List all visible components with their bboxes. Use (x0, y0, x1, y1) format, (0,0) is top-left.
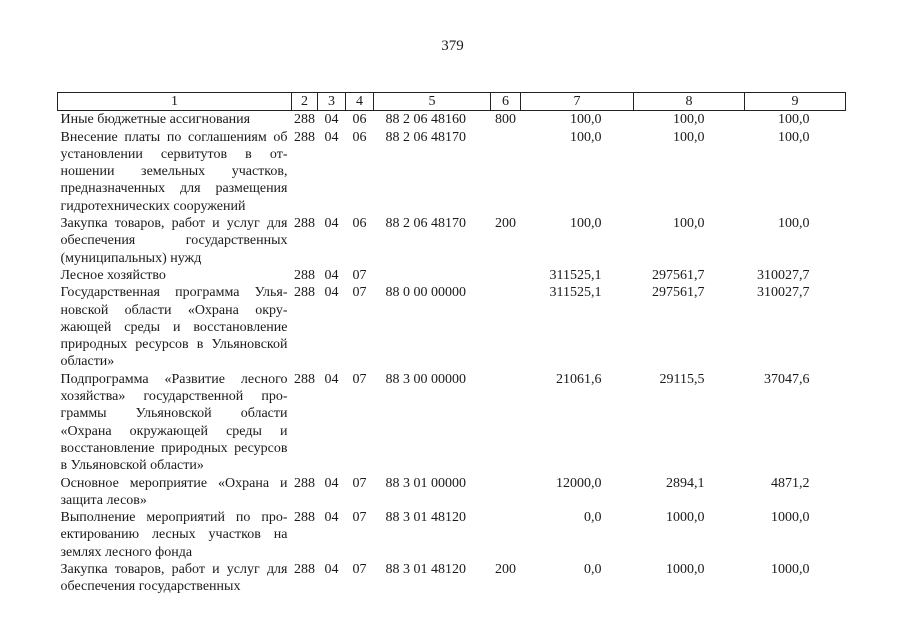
column-header: 8 (634, 93, 745, 111)
table-row (58, 129, 846, 215)
row-target-article: 88 3 01 48120 (385, 562, 466, 578)
column-header: 9 (745, 93, 846, 111)
column-header: 3 (318, 93, 346, 111)
row-amount-col7: 311525,1 (549, 285, 602, 301)
row-amount-col7: 311525,1 (549, 267, 602, 283)
table-header-row (58, 93, 846, 111)
row-expense-type (491, 129, 521, 215)
row-amount-col7: 21061,6 (556, 371, 602, 387)
row-subsection-code: 07 (352, 371, 367, 387)
column-header: 5 (374, 93, 491, 111)
row-amount-col9: 310027,7 (757, 267, 810, 283)
budget-table (57, 92, 846, 596)
row-amount-col9: 310027,7 (757, 285, 810, 301)
row-expense-type: 200 (495, 562, 516, 578)
row-section-code: 04 (324, 129, 339, 145)
row-subsection-code: 07 (352, 285, 367, 301)
row-subsection-code: 07 (352, 475, 367, 491)
row-amount-col7: 0,0 (584, 510, 602, 526)
row-amount-col7: 100,0 (570, 129, 602, 145)
row-expense-type (491, 267, 521, 284)
row-admin-code: 288 (294, 285, 315, 301)
row-section-code: 04 (324, 216, 339, 232)
table-row (58, 111, 846, 129)
row-target-article: 88 3 01 48120 (385, 510, 466, 526)
row-amount-col8: 297561,7 (652, 267, 705, 283)
row-admin-code: 288 (294, 216, 315, 232)
row-amount-col9: 1000,0 (771, 562, 810, 578)
row-amount-col9: 1000,0 (771, 510, 810, 526)
row-section-code: 04 (324, 267, 339, 283)
row-name: Закупка товаров, работ и услуг для обеспечения государственных (муниципальных) нужд (60, 216, 288, 266)
row-admin-code: 288 (294, 112, 315, 128)
table-row (58, 509, 846, 561)
row-amount-col8: 1000,0 (666, 510, 705, 526)
table-row (58, 475, 846, 510)
row-name: Закупка товаров, работ и услуг для обеспечения государственных (60, 562, 288, 595)
row-amount-col8: 297561,7 (652, 285, 705, 301)
row-admin-code: 288 (294, 475, 315, 491)
row-name: Подпрограмма «Развитие лесного хозяйства» государственной программы Ульяновской области «Охрана окружающей среды и восстановление природных ресурсов в Ульяновской области» (60, 371, 288, 474)
row-amount-col8: 100,0 (673, 112, 705, 128)
row-target-article (374, 267, 491, 284)
row-target-article: 88 3 00 00000 (385, 371, 466, 387)
row-amount-col7: 0,0 (584, 562, 602, 578)
row-amount-col9: 100,0 (778, 112, 810, 128)
row-amount-col7: 100,0 (570, 112, 602, 128)
row-admin-code: 288 (294, 562, 315, 578)
row-admin-code: 288 (294, 371, 315, 387)
row-target-article: 88 0 00 00000 (385, 285, 466, 301)
table-row (58, 561, 846, 596)
row-amount-col8: 2894,1 (666, 475, 705, 491)
row-section-code: 04 (324, 285, 339, 301)
row-amount-col8: 100,0 (673, 216, 705, 232)
row-section-code: 04 (324, 112, 339, 128)
row-section-code: 04 (324, 475, 339, 491)
table-row (58, 267, 846, 284)
row-name: Государственная программа Ульяновской области «Охрана окружающей среды и восстановление природных ресурсов в Ульяновской области» (60, 285, 288, 370)
row-amount-col7: 100,0 (570, 216, 602, 232)
page-number: 379 (441, 38, 464, 54)
row-section-code: 04 (324, 371, 339, 387)
row-name: Основное мероприятие «Охрана и защита лесов» (60, 475, 288, 508)
column-header: 6 (491, 93, 521, 111)
table-row (58, 284, 846, 370)
row-amount-col8: 100,0 (673, 129, 705, 145)
row-name: Выполнение мероприятий по проектированию лесных участков на землях лесного фонда (60, 510, 288, 560)
row-expense-type (491, 509, 521, 561)
row-amount-col9: 37047,6 (764, 371, 810, 387)
column-header: 1 (58, 93, 292, 111)
row-subsection-code: 07 (352, 562, 367, 578)
row-expense-type (491, 284, 521, 370)
row-name: Внесение платы по соглашениям об установлении сервитутов в отношении земельных участков, предназначенных для размещения гидротехнических сооружений (60, 129, 288, 214)
row-amount-col9: 100,0 (778, 216, 810, 232)
row-expense-type: 800 (495, 112, 516, 128)
row-expense-type: 200 (495, 216, 516, 232)
row-subsection-code: 07 (352, 267, 367, 283)
row-amount-col9: 100,0 (778, 129, 810, 145)
row-admin-code: 288 (294, 510, 315, 526)
row-subsection-code: 06 (352, 112, 367, 128)
row-expense-type (491, 371, 521, 475)
row-amount-col8: 1000,0 (666, 562, 705, 578)
row-target-article: 88 2 06 48170 (385, 129, 466, 145)
row-amount-col9: 4871,2 (771, 475, 810, 491)
table-row (58, 371, 846, 475)
row-name: Лесное хозяйство (60, 267, 166, 283)
row-section-code: 04 (324, 510, 339, 526)
column-header: 2 (292, 93, 318, 111)
row-subsection-code: 07 (352, 510, 367, 526)
row-target-article: 88 2 06 48160 (385, 112, 466, 128)
row-target-article: 88 2 06 48170 (385, 216, 466, 232)
column-header: 7 (521, 93, 634, 111)
row-amount-col8: 29115,5 (659, 371, 705, 387)
row-section-code: 04 (324, 562, 339, 578)
row-name: Иные бюджетные ассигнования (60, 112, 251, 128)
row-target-article: 88 3 01 00000 (385, 475, 466, 491)
column-header: 4 (346, 93, 374, 111)
row-admin-code: 288 (294, 267, 315, 283)
row-admin-code: 288 (294, 129, 315, 145)
row-subsection-code: 06 (352, 129, 367, 145)
row-amount-col7: 12000,0 (556, 475, 602, 491)
row-expense-type (491, 475, 521, 510)
row-subsection-code: 06 (352, 216, 367, 232)
table-row (58, 215, 846, 267)
